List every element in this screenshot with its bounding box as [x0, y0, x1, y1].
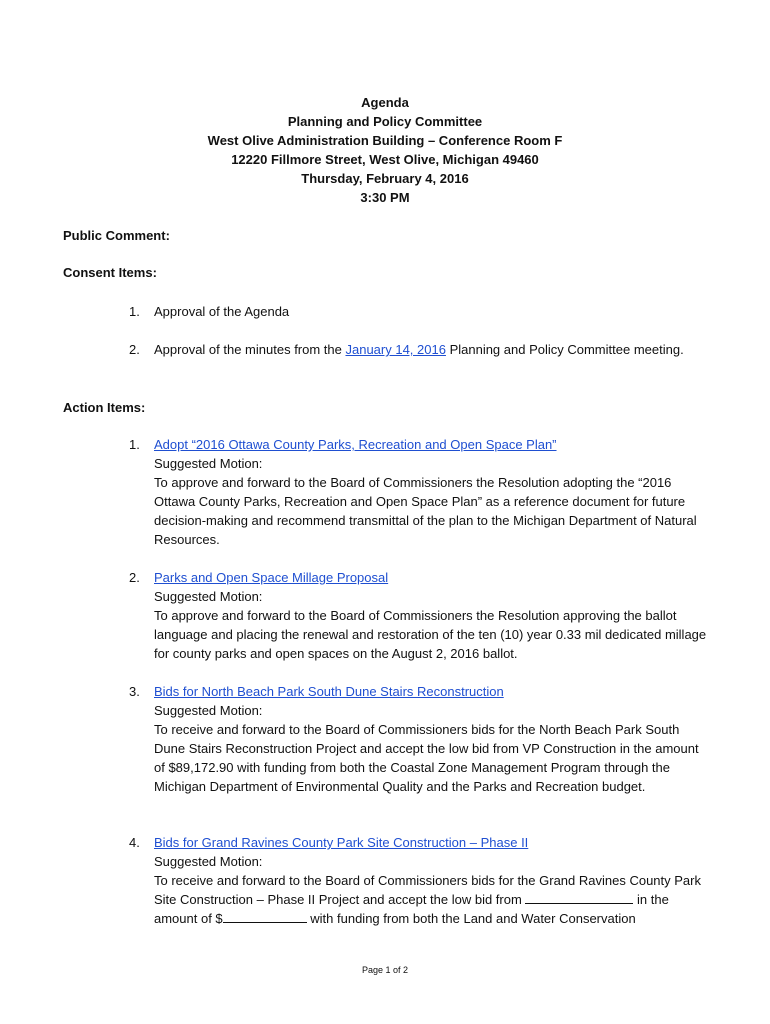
public-comment-heading: Public Comment: — [63, 228, 170, 243]
adopt-parks-plan-link[interactable]: Adopt “2016 Ottawa County Parks, Recreation and Open Space Plan” — [154, 437, 557, 452]
action-item-4-motion-part1: To receive and forward to the Board of Commissioners bids for the Grand Ravines County Park Site Construction – Phase II Project and accept the low bid from — [154, 873, 701, 907]
consent-item-2-text — [154, 340, 709, 359]
action-item-2 — [129, 568, 709, 663]
action-item-2-motion: To approve and forward to the Board of Commissioners the Resolution approving the ballot language and placing the renewal and restoration of the ten (10) year 0.33 mil dedicated millage for county parks and open spaces on the August 2, 2016 ballot. — [154, 608, 707, 661]
action-item-1-number: 1. — [129, 437, 140, 452]
consent-item-2-number: 2. — [129, 342, 140, 357]
grand-ravines-bids-link[interactable]: Bids for Grand Ravines County Park Site Construction – Phase II — [154, 835, 529, 850]
millage-proposal-link[interactable]: Parks and Open Space Millage Proposal — [154, 570, 389, 585]
action-item-2-body — [154, 568, 709, 663]
action-item-4-motion — [154, 871, 709, 928]
header-title: Agenda — [361, 95, 409, 110]
action-item-1-motion-label: Suggested Motion: — [154, 456, 263, 471]
action-item-3 — [129, 682, 709, 796]
action-item-2-number: 2. — [129, 570, 140, 585]
header-address: 12220 Fillmore Street, West Olive, Michigan 49460 — [231, 152, 539, 167]
header-committee: Planning and Policy Committee — [287, 114, 483, 129]
action-item-4-motion-part3: with funding from both the Land and Water Conservation — [306, 911, 636, 926]
action-item-4 — [129, 833, 709, 928]
low-bidder-blank — [525, 890, 633, 904]
action-item-1-motion: To approve and forward to the Board of Commissioners the Resolution adopting the “2016 Ottawa County Parks, Recreation and Open Space Plan” as a reference document for future decision-making and recommend transmittal of the plan to the Michigan Department of Natural Resources. — [154, 475, 697, 547]
agenda-header — [0, 93, 770, 207]
action-item-4-body — [154, 833, 709, 928]
north-beach-bids-link[interactable]: Bids for North Beach Park South Dune Stairs Reconstruction — [154, 684, 504, 699]
consent-item-1-number: 1. — [129, 304, 140, 319]
action-item-2-motion-label: Suggested Motion: — [154, 589, 263, 604]
minutes-january-14-link[interactable]: January 14, 2016 — [345, 342, 446, 357]
action-item-4-motion-label: Suggested Motion: — [154, 854, 263, 869]
action-item-1 — [129, 435, 709, 549]
consent-item-1 — [129, 302, 709, 321]
header-date: Thursday, February 4, 2016 — [301, 171, 469, 186]
action-items-heading: Action Items: — [63, 400, 146, 415]
action-item-1-body — [154, 435, 709, 549]
consent-item-1-text: Approval of the Agenda — [154, 304, 290, 319]
action-item-3-number: 3. — [129, 684, 140, 699]
consent-item-2 — [129, 340, 709, 359]
action-item-3-motion: To receive and forward to the Board of Commissioners bids for the North Beach Park South Dune Stairs Reconstruction Project and accept the low bid from VP Construction in the amount of $89,172.90 with funding from both the Coastal Zone Management Program through the Michigan Department of Environmental Quality and the Parks and Recreation budget. — [154, 722, 699, 794]
header-time: 3:30 PM — [360, 190, 410, 205]
action-item-3-motion-label: Suggested Motion: — [154, 703, 263, 718]
action-item-3-body — [154, 682, 709, 796]
bid-amount-blank — [223, 909, 307, 923]
action-item-4-motion-part2: in the amount of $ — [154, 892, 669, 926]
consent-item-2-text-before: Approval of the minutes from the — [154, 342, 346, 357]
header-location: West Olive Administration Building – Conference Room F — [207, 133, 563, 148]
consent-item-2-text-after: Planning and Policy Committee meeting. — [445, 342, 684, 357]
page-number: Page 1 of 2 — [361, 965, 409, 975]
consent-items-heading: Consent Items: — [63, 265, 157, 280]
action-item-4-number: 4. — [129, 835, 140, 850]
